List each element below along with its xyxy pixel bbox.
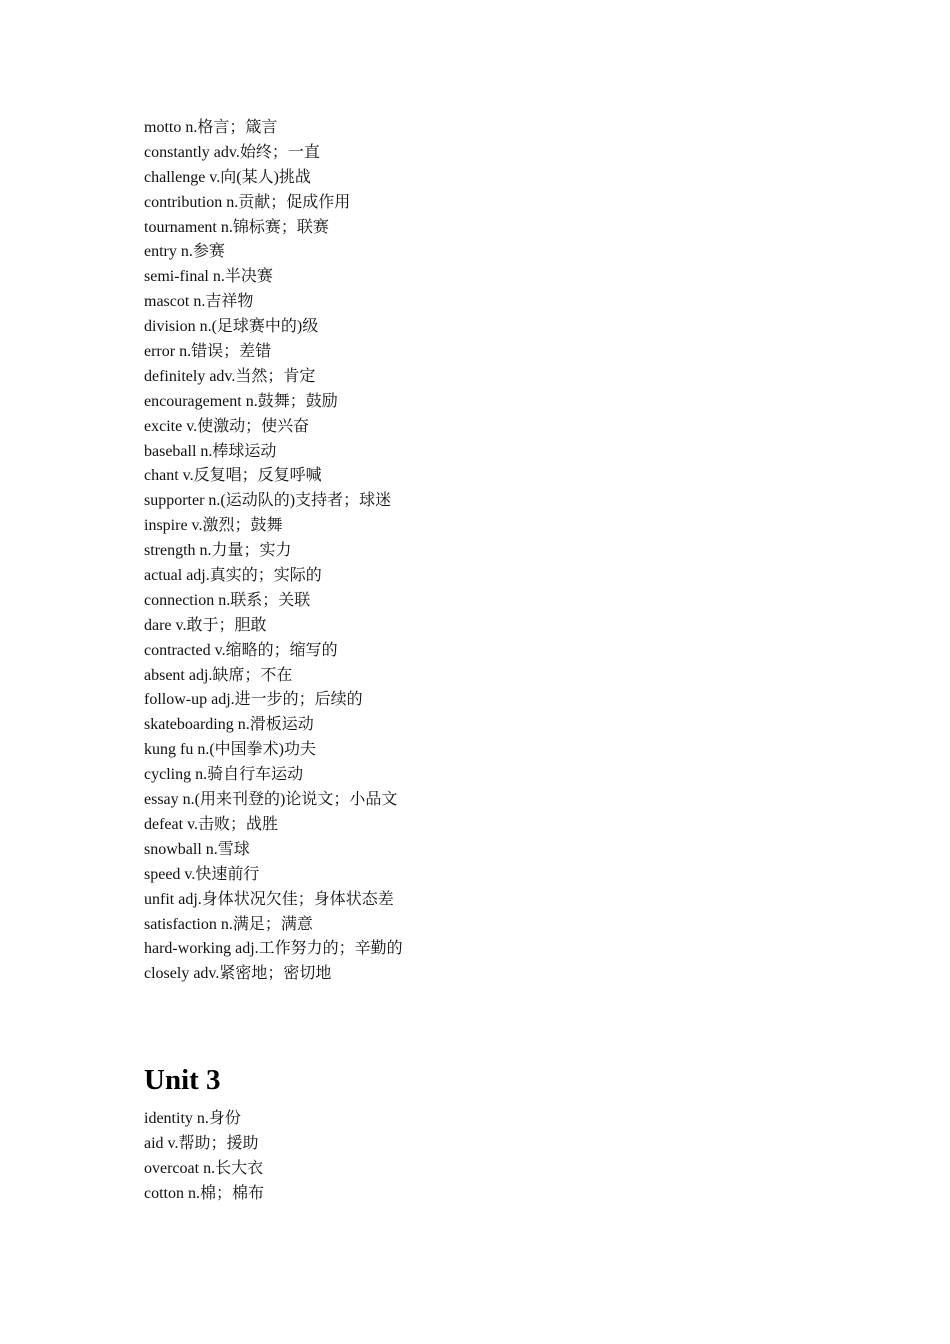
vocab-entry: overcoat n.长大衣 [144, 1159, 264, 1177]
vocabulary-page [144, 116, 844, 1207]
vocab-entry: inspire v.激烈；鼓舞 [144, 517, 283, 535]
vocab-entry: constantly adv.始终；一直 [144, 143, 320, 161]
vocab-entry: skateboarding n.滑板运动 [144, 716, 314, 734]
vocab-entry: challenge v.向(某人)挑战 [144, 168, 311, 186]
vocab-entry: cycling n.骑自行车运动 [144, 766, 304, 784]
vocab-entry: hard-working adj.工作努力的；辛勤的 [144, 940, 403, 958]
unit2-word-list [144, 116, 844, 987]
vocab-entry: cotton n.棉；棉布 [144, 1184, 264, 1202]
vocab-entry: follow-up adj.进一步的；后续的 [144, 691, 363, 709]
vocab-entry: connection n.联系；关联 [144, 591, 311, 609]
unit3-word-list [144, 1107, 844, 1207]
vocab-entry: closely adv.紧密地；密切地 [144, 965, 332, 983]
vocab-entry: essay n.(用来刊登的)论说文；小品文 [144, 791, 398, 809]
vocab-entry: mascot n.吉祥物 [144, 293, 254, 311]
vocab-entry: entry n.参赛 [144, 243, 225, 261]
unit3-heading: Unit 3 [144, 1064, 221, 1097]
vocab-entry: encouragement n.鼓舞；鼓励 [144, 392, 338, 410]
vocab-entry: strength n.力量；实力 [144, 542, 292, 560]
vocab-entry: actual adj.真实的；实际的 [144, 567, 322, 585]
vocab-entry: contracted v.缩略的；缩写的 [144, 641, 338, 659]
vocab-entry: supporter n.(运动队的)支持者；球迷 [144, 492, 392, 510]
vocab-entry: chant v.反复唱；反复呼喊 [144, 467, 322, 485]
vocab-entry: absent adj.缺席；不在 [144, 666, 293, 684]
vocab-entry: baseball n.棒球运动 [144, 442, 277, 460]
vocab-entry: identity n.身份 [144, 1110, 241, 1128]
vocab-entry: division n.(足球赛中的)级 [144, 318, 319, 336]
vocab-entry: unfit adj.身体状况欠佳；身体状态差 [144, 890, 394, 908]
vocab-entry: tournament n.锦标赛；联赛 [144, 218, 329, 236]
vocab-entry: definitely adv.当然；肯定 [144, 367, 316, 385]
vocab-entry: kung fu n.(中国拳术)功夫 [144, 741, 316, 759]
vocab-entry: contribution n.贡献；促成作用 [144, 193, 351, 211]
vocab-entry: dare v.敢于；胆敢 [144, 616, 267, 634]
vocab-entry: speed v.快速前行 [144, 865, 260, 883]
vocab-entry: snowball n.雪球 [144, 840, 250, 858]
vocab-entry: motto n.格言；箴言 [144, 119, 278, 136]
vocab-entry: semi-final n.半决赛 [144, 268, 273, 286]
vocab-entry: aid v.帮助；援助 [144, 1135, 259, 1153]
vocab-entry: defeat v.击败；战胜 [144, 815, 279, 833]
vocab-entry: error n.错误；差错 [144, 343, 272, 361]
vocab-entry: excite v.使激动；使兴奋 [144, 417, 310, 435]
vocab-entry: satisfaction n.满足；满意 [144, 915, 313, 933]
